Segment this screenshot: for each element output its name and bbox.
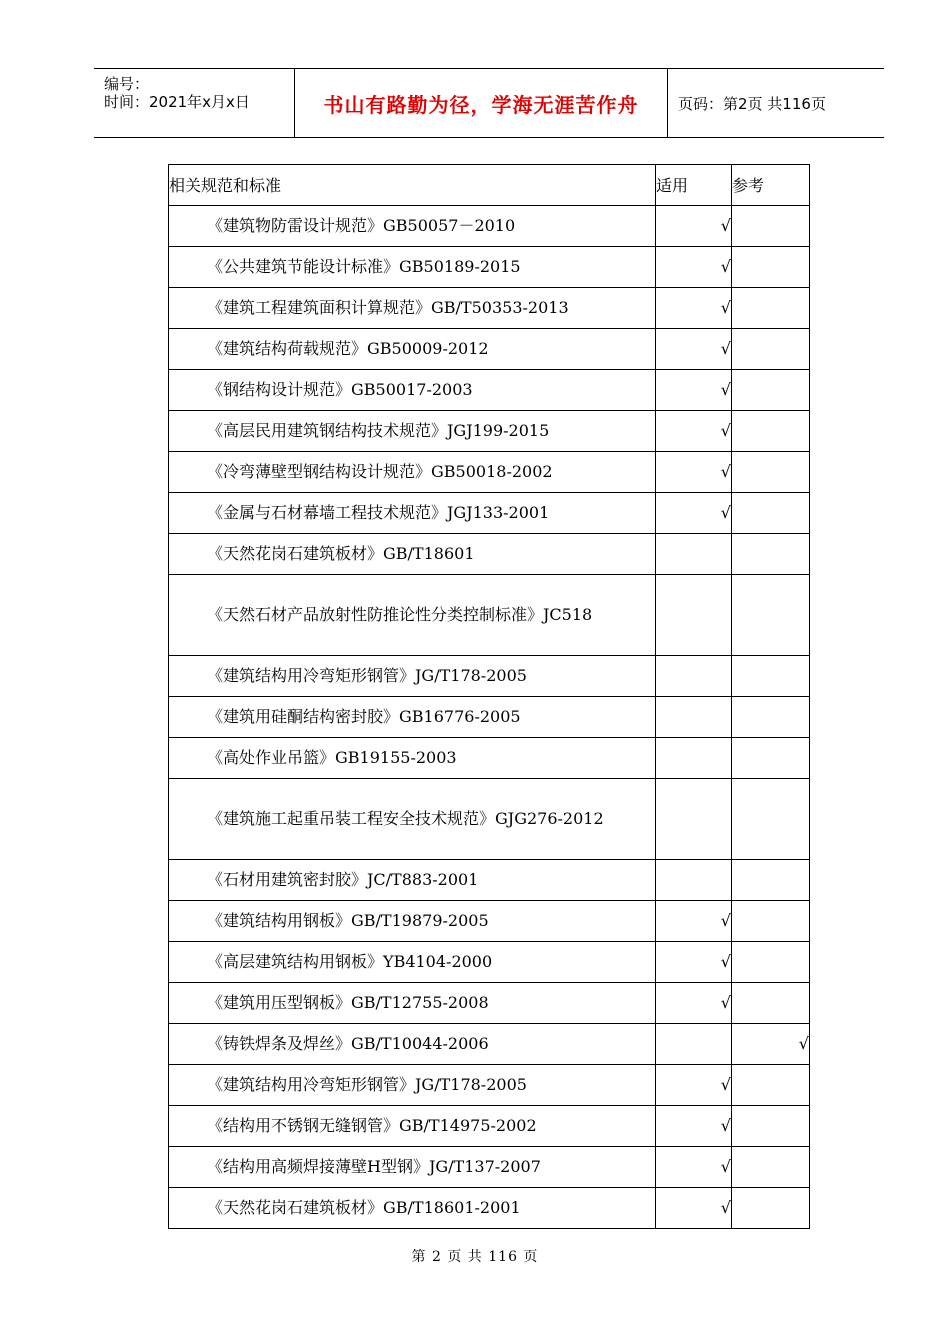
standard-name-cell: [169, 1146, 656, 1187]
reference-mark: [732, 410, 810, 451]
standard-name: 《建筑施工起重吊装工程安全技术规范》GJG276-2012: [207, 808, 604, 828]
standard-name-cell: [169, 287, 656, 328]
reference-mark: [732, 287, 810, 328]
standards-table: [168, 164, 810, 1229]
apply-mark: √: [656, 328, 732, 369]
header-motto-cell: [294, 69, 668, 137]
standard-name: 《建筑结构荷载规范》GB50009-2012: [207, 338, 489, 358]
table-row: [169, 1187, 810, 1228]
reference-mark: [732, 1187, 810, 1228]
reference-mark: [732, 205, 810, 246]
standard-name: 《天然石材产品放射性防推论性分类控制标准》JC518: [207, 604, 593, 624]
time-label: 时间：2021年x月x日: [104, 93, 250, 111]
apply-mark: √: [656, 287, 732, 328]
standard-name: 《铸铁焊条及焊丝》GB/T10044-2006: [207, 1033, 489, 1053]
header-page-cell: [668, 69, 884, 137]
standard-name-cell: [169, 900, 656, 941]
apply-mark: √: [656, 1146, 732, 1187]
standard-name: 《建筑物防雷设计规范》GB50057－2010: [207, 215, 516, 235]
apply-mark: [656, 574, 732, 655]
apply-mark: √: [656, 369, 732, 410]
apply-mark: [656, 737, 732, 778]
standard-name: 《建筑结构用钢板》GB/T19879-2005: [207, 910, 489, 930]
table-header-row: [169, 165, 810, 206]
reference-mark: [732, 655, 810, 696]
table-row: [169, 492, 810, 533]
apply-mark: √: [656, 492, 732, 533]
table-row: [169, 859, 810, 900]
table-row: [169, 328, 810, 369]
header-meta: [94, 69, 294, 137]
standard-name: 《天然花岗石建筑板材》GB/T18601-2001: [207, 1197, 521, 1217]
motto-text: 书山有路勤为径，学海无涯苦作舟: [323, 92, 639, 117]
table-row: [169, 900, 810, 941]
standard-name-cell: [169, 859, 656, 900]
table-row: [169, 982, 810, 1023]
table-row: [169, 737, 810, 778]
standard-name-cell: [169, 451, 656, 492]
standard-name: 《建筑用压型钢板》GB/T12755-2008: [207, 992, 489, 1012]
standard-name: 《高处作业吊篮》GB19155-2003: [207, 747, 457, 767]
apply-mark: √: [656, 1187, 732, 1228]
table-row: [169, 369, 810, 410]
table-row: [169, 655, 810, 696]
page-info: 页码：第2页 共116页: [678, 94, 826, 113]
reference-mark: [732, 737, 810, 778]
standard-name: 《建筑工程建筑面积计算规范》GB/T50353-2013: [207, 297, 569, 317]
standard-name: 《结构用不锈钢无缝钢管》GB/T14975-2002: [207, 1115, 537, 1135]
table-row: [169, 287, 810, 328]
reference-mark: [732, 1105, 810, 1146]
standard-name-cell: [169, 1023, 656, 1064]
apply-mark: √: [656, 900, 732, 941]
standard-name: 《石材用建筑密封胶》JC/T883-2001: [207, 869, 479, 889]
reference-mark: [732, 328, 810, 369]
apply-mark: √: [656, 205, 732, 246]
standard-name: 《钢结构设计规范》GB50017-2003: [207, 379, 473, 399]
apply-mark: √: [656, 410, 732, 451]
standard-name-cell: [169, 246, 656, 287]
table-row: [169, 696, 810, 737]
apply-mark: [656, 655, 732, 696]
standard-name-cell: [169, 737, 656, 778]
apply-mark: [656, 859, 732, 900]
standard-name-cell: [169, 778, 656, 859]
column-header-name: 相关规范和标准: [169, 165, 656, 206]
table-row: [169, 1064, 810, 1105]
apply-mark: √: [656, 246, 732, 287]
reference-mark: [732, 492, 810, 533]
page-header: [94, 68, 884, 138]
standard-name: 《结构用高频焊接薄壁H型钢》JG/T137-2007: [207, 1156, 541, 1176]
apply-mark: √: [656, 1105, 732, 1146]
reference-mark: [732, 859, 810, 900]
table-row: [169, 1023, 810, 1064]
reference-mark: [732, 451, 810, 492]
table-row: [169, 1105, 810, 1146]
reference-mark: [732, 1064, 810, 1105]
standard-name: 《建筑结构用冷弯矩形钢管》JG/T178-2005: [207, 665, 527, 685]
table-row: [169, 533, 810, 574]
apply-mark: √: [656, 941, 732, 982]
standard-name-cell: [169, 574, 656, 655]
standard-name-cell: [169, 655, 656, 696]
reference-mark: [732, 1146, 810, 1187]
apply-mark: [656, 1023, 732, 1064]
standard-name-cell: [169, 410, 656, 451]
reference-mark: √: [732, 1023, 810, 1064]
reference-mark: [732, 533, 810, 574]
table-row: [169, 1146, 810, 1187]
table-row: [169, 246, 810, 287]
reference-mark: [732, 574, 810, 655]
column-header-apply: 适用: [656, 165, 732, 206]
table-row: [169, 410, 810, 451]
apply-mark: [656, 778, 732, 859]
table-row: [169, 205, 810, 246]
reference-mark: [732, 369, 810, 410]
standard-name-cell: [169, 533, 656, 574]
apply-mark: √: [656, 451, 732, 492]
reference-mark: [732, 696, 810, 737]
standard-name-cell: [169, 205, 656, 246]
standard-name: 《天然花岗石建筑板材》GB/T18601: [207, 543, 475, 563]
table-row: [169, 451, 810, 492]
code-label: 编号：: [104, 75, 150, 93]
standard-name: 《金属与石材幕墙工程技术规范》JGJ133-2001: [207, 502, 550, 522]
standard-name: 《建筑用硅酮结构密封胶》GB16776-2005: [207, 706, 521, 726]
standard-name-cell: [169, 982, 656, 1023]
standard-name: 《高层民用建筑钢结构技术规范》JGJ199-2015: [207, 420, 550, 440]
standard-name-cell: [169, 1187, 656, 1228]
table-row: [169, 574, 810, 655]
standard-name-cell: [169, 328, 656, 369]
standard-name: 《高层建筑结构用钢板》YB4104-2000: [207, 951, 493, 971]
apply-mark: √: [656, 1064, 732, 1105]
standard-name: 《冷弯薄壁型钢结构设计规范》GB50018-2002: [207, 461, 553, 481]
apply-mark: [656, 696, 732, 737]
reference-mark: [732, 900, 810, 941]
column-header-reference: 参考: [732, 165, 810, 206]
standard-name-cell: [169, 1064, 656, 1105]
standard-name-cell: [169, 696, 656, 737]
reference-mark: [732, 941, 810, 982]
reference-mark: [732, 982, 810, 1023]
standard-name-cell: [169, 941, 656, 982]
apply-mark: [656, 533, 732, 574]
standard-name: 《建筑结构用冷弯矩形钢管》JG/T178-2005: [207, 1074, 527, 1094]
table-row: [169, 941, 810, 982]
standard-name-cell: [169, 492, 656, 533]
table-row: [169, 778, 810, 859]
standard-name-cell: [169, 369, 656, 410]
page-footer: 第 2 页 共 116 页: [411, 1249, 539, 1265]
reference-mark: [732, 778, 810, 859]
standard-name-cell: [169, 1105, 656, 1146]
standard-name: 《公共建筑节能设计标准》GB50189-2015: [207, 256, 521, 276]
reference-mark: [732, 246, 810, 287]
apply-mark: √: [656, 982, 732, 1023]
